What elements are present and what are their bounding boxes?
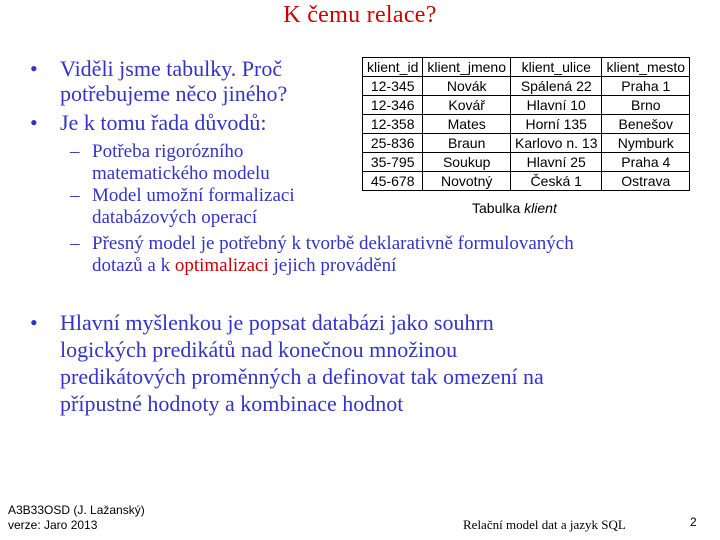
table-cell: Karlovo n. 13 — [510, 134, 602, 153]
klient-table — [362, 57, 690, 191]
table-cell: Praha 1 — [602, 77, 690, 96]
bullet-3-line-1: Hlavní myšlenkou je popsat databázi jako souhrn — [60, 310, 494, 335]
column-header: klient_ulice — [510, 58, 602, 77]
table-cell: Horní 135 — [510, 115, 602, 134]
table-caption — [472, 200, 557, 216]
table-cell: 45-678 — [363, 172, 423, 191]
subbullet-3-text-b: jejich provádění — [268, 255, 397, 276]
slide-title: K čemu relace? — [283, 2, 437, 28]
subbullet-1-line-1: Potřeba rigorózního — [92, 141, 244, 162]
subbullet-2-line-2: databázových operací — [92, 207, 258, 228]
table-cell: Brno — [602, 96, 690, 115]
table-row — [363, 134, 690, 153]
table-header-row — [363, 58, 690, 77]
table-cell: Praha 4 — [602, 153, 690, 172]
page-number: 2 — [690, 515, 697, 529]
table-row — [363, 172, 690, 191]
table-cell: 35-795 — [363, 153, 423, 172]
table-cell: Česká 1 — [510, 172, 602, 191]
subbullet-3-line-2 — [92, 255, 574, 277]
subbullet-1-line-2: matematického modelu — [92, 163, 270, 184]
column-header: klient_mesto — [602, 58, 690, 77]
table-cell: Novák — [423, 77, 511, 96]
bullet-2-line-1: Je k tomu řada důvodů: — [60, 110, 267, 135]
table-cell: Novotný — [423, 172, 511, 191]
subbullet-3-line-1: Přesný model je potřebný k tvorbě deklarativně formulovaných — [92, 233, 574, 254]
table-cell: Ostrava — [602, 172, 690, 191]
table-cell: 25-836 — [363, 134, 423, 153]
footer-author-block — [8, 503, 145, 533]
bullet-marker: • — [30, 56, 38, 81]
table-row — [363, 115, 690, 134]
table-cell: 12-346 — [363, 96, 423, 115]
table-cell: 12-358 — [363, 115, 423, 134]
subbullet-3-text-a: dotazů a k — [92, 255, 175, 276]
bullet-marker: • — [30, 310, 38, 335]
table-cell: 12-345 — [363, 77, 423, 96]
bullet-1-line-2: potřebujeme něco jiného? — [60, 81, 288, 106]
subbullet-2-line-1: Model umožní formalizaci — [92, 185, 295, 206]
highlight-optimalizaci: optimalizaci — [174, 255, 269, 276]
dash-marker: – — [70, 185, 80, 206]
table-cell: Hlavní 25 — [510, 153, 602, 172]
table-cell: Nymburk — [602, 134, 690, 153]
table-cell: Mates — [423, 115, 511, 134]
footer-version: verze: Jaro 2013 — [8, 518, 98, 532]
table-cell: Hlavní 10 — [510, 96, 602, 115]
table-row — [363, 96, 690, 115]
table-cell: Soukup — [423, 153, 511, 172]
bullet-marker: • — [30, 110, 38, 135]
caption-table-name: klient — [524, 200, 557, 216]
caption-prefix: Tabulka — [472, 200, 525, 216]
table-cell: Benešov — [602, 115, 690, 134]
column-header: klient_jmeno — [423, 58, 511, 77]
table-cell: Braun — [423, 134, 511, 153]
column-header: klient_id — [363, 58, 423, 77]
dash-marker: – — [70, 141, 80, 162]
table-cell: Kovář — [423, 96, 511, 115]
bullet-3-line-3: predikátových proměnných a definovat tak omezení na — [60, 364, 544, 389]
bullet-1-line-1: Viděli jsme tabulky. Proč — [60, 56, 283, 81]
dash-marker: – — [70, 233, 80, 254]
table-row — [363, 153, 690, 172]
footer-title: Relační model dat a jazyk SQL — [463, 517, 626, 532]
bullet-3-line-4: přípustné hodnoty a kombinace hodnot — [60, 391, 404, 416]
table-row — [363, 77, 690, 96]
table-cell: Spálená 22 — [510, 77, 602, 96]
footer-author: A3B33OSD (J. Lažanský) — [8, 503, 145, 517]
bullet-3-line-2: logických predikátů nad konečnou množinou — [60, 337, 458, 362]
